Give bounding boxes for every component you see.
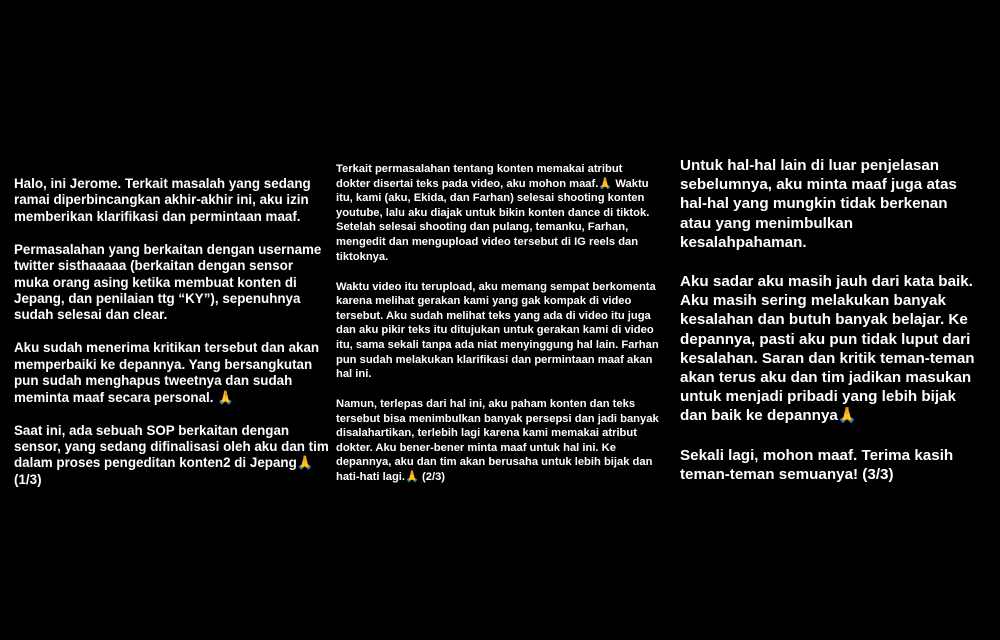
panel-3-paragraph-2: Aku sadar aku masih jauh dari kata baik. Aku masih sering melakukan banyak kesalahan dan butuh banyak belajar. Ke depannya, pasti aku pun tidak luput dari kesalahan. Saran dan kritik teman-teman akan terus aku dan tim jadikan masukan untuk menjadi pribadi yang lebih bijak dan baik ke depannya🙏 bbox=[680, 273, 975, 425]
panel-1-paragraph-4: Saat ini, ada sebuah SOP berkaitan dengan sensor, yang sedang difinalisasi oleh aku dan tim dalam proses pengeditan konten2 di Jepang🙏 (1/3) bbox=[14, 422, 329, 487]
statement-panel-part-2 bbox=[336, 162, 666, 485]
panel-3-paragraph-3: Sekali lagi, mohon maaf. Terima kasih teman-teman semuanya! (3/3) bbox=[680, 446, 954, 483]
statement-panel-part-3 bbox=[680, 156, 998, 484]
statement-panel-part-1 bbox=[14, 176, 332, 488]
panel-1-paragraph-1: Halo, ini Jerome. Terkait masalah yang sedang ramai diperbincangkan akhir-akhir ini, aku izin memberikan klarifikasi dan permintaan maaf. bbox=[14, 176, 311, 224]
panel-1-paragraph-3: Aku sudah menerima kritikan tersebut dan akan memperbaiki ke depannya. Yang bersangkutan pun sudah menghapus tweetnya dan sudah meminta maaf secara personal. 🙏 bbox=[14, 340, 320, 405]
panel-2-paragraph-3: Namun, terlepas dari hal ini, aku paham konten dan teks tersebut bisa menimbulkan banyak persepsi dan jadi banyak disalahartikan, terlebih lagi karena kami memakai atribut dokter. Aku bener-bener minta maaf untuk hal ini. Ke depannya, aku dan tim akan berusaha untuk lebih bijak dan hati-hati lagi.🙏 (2/3) bbox=[336, 398, 659, 484]
panel-1-paragraph-2: Permasalahan yang berkaitan dengan username twitter sisthaaaaa (berkaitan dengan sensor muka orang asing ketika membuat konten di Jepang, dan penilaian ttg “KY”), sepenuhnya sudah selesai dan clear. bbox=[14, 241, 322, 323]
panel-2-paragraph-2: Waktu video itu terupload, aku memang sempat berkomenta karena melihat gerakan kami yang gak kompak di video tersebut. Aku sudah melihat teks yang ada di video itu juga dan aku pikir teks itu ditujukan untuk gerakan kami di video itu, sama sekali tanpa ada niat menyinggung hal lain. Farhan pun sudah melakukan klarifikasi dan permintaan maaf akan hal ini. bbox=[336, 280, 659, 381]
panel-2-paragraph-1: Terkait permasalahan tentang konten memakai atribut dokter disertai teks pada video, aku mohon maaf.🙏 Waktu itu, kami (aku, Ekida, dan Farhan) selesai shooting konten youtube, lalu aku diajak untuk bikin konten dance di tiktok. Setelah selesai shooting dan pulang, temanku, Farhan, mengedit dan mengupload video tersebut di IG reels dan tiktoknya. bbox=[336, 163, 650, 263]
panel-3-paragraph-1: Untuk hal-hal lain di luar penjelasan sebelumnya, aku minta maaf juga atas hal-hal yang mungkin tidak berkenan atau yang menimbulkan kesalahpahaman. bbox=[680, 157, 957, 251]
